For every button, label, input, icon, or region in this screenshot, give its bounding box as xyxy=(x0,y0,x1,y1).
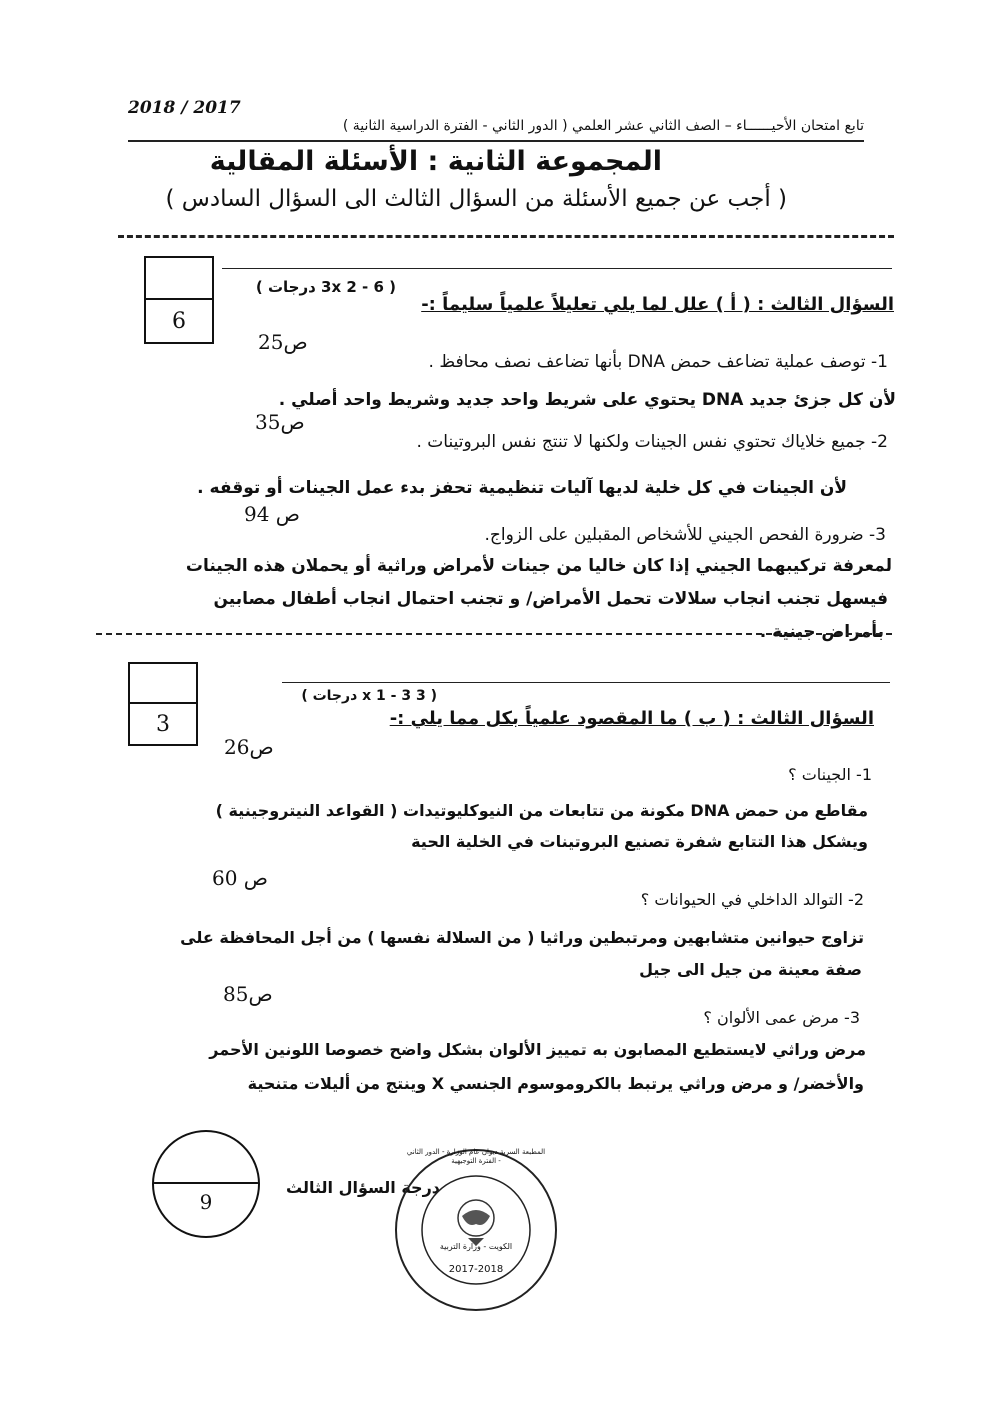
q3b-item1-question: 1- الجينات ؟ xyxy=(788,765,872,784)
q3b-item1-page-ref: ص26 xyxy=(224,735,274,759)
q3b-item3-question: 3- مرض عمى الألوان ؟ xyxy=(703,1008,860,1027)
q3a-rule xyxy=(222,268,892,269)
q3-divider xyxy=(96,633,892,635)
group-instruction: ( أجب عن جميع الأسئلة من السؤال الثالث الى السؤال السادس ) xyxy=(165,186,787,212)
q3b-score-box xyxy=(128,662,198,746)
q3b-item3-page-ref: ص85 xyxy=(223,982,273,1006)
q3a-item1-answer: لأن كل جزئ جديد DNA يحتوي على شريط واحد جديد وشريط واحد أصلي . xyxy=(278,390,896,410)
q3b-rule xyxy=(282,682,890,683)
total-score-value: 9 xyxy=(199,1190,213,1214)
q3b-item1-answer-line2: ويشكل هذا التتابع شفرة تصنيع البروتينات في الخلية الحية xyxy=(411,832,868,851)
q3a-score-value: 6 xyxy=(172,308,186,334)
q3a-score-box xyxy=(144,256,214,344)
q3a-item3-question: 3- ضرورة الفحص الجيني للأشخاص المقبلين على الزواج. xyxy=(484,525,886,545)
q3a-title: السؤال الثالث : ( أ ) علل لما يلي تعليلاً علمياً سليماً :- xyxy=(421,294,894,315)
stamp-year: 2017-2018 xyxy=(448,1264,504,1275)
total-score-circle-divider xyxy=(154,1182,258,1184)
q3b-item3-answer-line1: مرض وراثي لايستطيع المصابون به تمييز الألوان بشكل واضح خصوصا اللونين الأحمر xyxy=(209,1040,866,1059)
q3a-item3-answer-line3: بأمراض جينية . xyxy=(759,622,884,642)
total-score-circle xyxy=(152,1130,260,1238)
q3a-item2-answer: لأن الجينات في كل خلية لديها آليات تنظيمية تحفز بدء عمل الجينات أو توقفه . xyxy=(197,478,847,498)
q3a-item1-page-ref: ص25 xyxy=(258,330,308,354)
stamp-ring-text: المطبعة السرية ديوان عام الوزارة - الدور الثاني - الفترة التوجيهية xyxy=(406,1148,546,1165)
q3b-item2-answer-line1: تزاوج حيوانين متشابهين ومرتبطين وراثيا ( من السلالة نفسها ) من أجل المحافظة على xyxy=(180,928,864,947)
q3b-marks: ( 3 x 1 - 3 درجات ) xyxy=(301,688,437,704)
stamp-graphic xyxy=(392,1146,560,1314)
section-divider xyxy=(118,235,894,238)
q3b-title: السؤال الثالث : ( ب ) ما المقصود علمياً بكل مما يلي :- xyxy=(389,708,874,729)
q3b-item2-answer-line2: صفة معينة من جيل الى جيل xyxy=(639,960,862,979)
q3b-item2-question: 2- التوالد الداخلي في الحيوانات ؟ xyxy=(640,890,864,909)
q3a-marks: ( 3x 2 - 6 درجات ) xyxy=(255,278,396,296)
q3a-score-top xyxy=(146,258,212,300)
q3a-item2-question: 2- جميع خلاياك تحتوي نفس الجينات ولكنها لا تنتج نفس البروتينات . xyxy=(416,432,888,452)
total-score-label: درجة السؤال الثالث xyxy=(286,1178,440,1197)
ministry-stamp xyxy=(392,1146,560,1314)
exam-year: 2018 / 2017 xyxy=(128,98,241,118)
stamp-center-text: الكويت - وزارة التربية xyxy=(439,1242,513,1251)
q3a-item3-answer-line1: لمعرفة تركيبهما الجيني إذا كان خاليا من جينات لأمراض وراثية أو يحملان هذه الجينات xyxy=(185,556,892,576)
q3b-score-value: 3 xyxy=(156,711,170,737)
group-title: المجموعة الثانية : الأسئلة المقالية xyxy=(209,146,662,177)
q3b-item3-answer-line2: والأخضر/ و مرض وراثي يرتبط بالكروموسوم الجنسي X وينتج من أليلات متنحية xyxy=(247,1074,864,1093)
q3a-item3-page-ref: ص 94 xyxy=(244,502,300,526)
header-underline xyxy=(128,140,864,142)
q3a-item2-page-ref: ص35 xyxy=(255,410,305,434)
q3b-item1-answer-line1: مقاطع من حمض DNA مكونة من تتابعات من النيوكليوتيدات ( القواعد النيتروجينية ) xyxy=(215,801,868,820)
q3a-item1-question: 1- توصف عملية تضاعف حمض DNA بأنها تضاعف نصف محافظ . xyxy=(428,352,888,372)
exam-header-line: تابع امتحان الأحيــــــاء – الصف الثاني عشر العلمي ( الدور الثاني - الفترة الدراسية الثانية ) xyxy=(342,118,864,134)
q3a-item3-answer-line2: فيسهل تجنب انجاب سلالات تحمل الأمراض/ و تجنب احتمال انجاب أطفال مصابين xyxy=(213,589,888,609)
q3b-item2-page-ref: ص 60 xyxy=(212,866,268,890)
q3b-score-top xyxy=(130,664,196,704)
